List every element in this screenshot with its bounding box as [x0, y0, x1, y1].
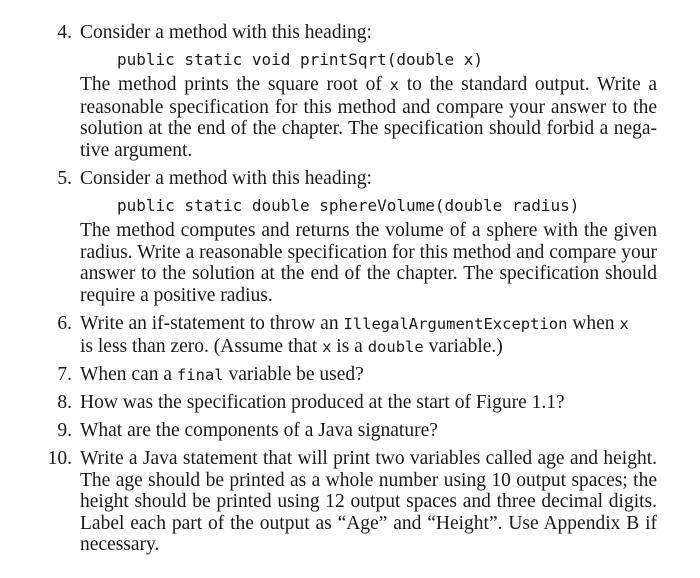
inline-code: x: [389, 76, 399, 94]
body-text: variable.): [423, 335, 503, 357]
exercise-body: [80, 74, 657, 161]
inline-code: x: [322, 337, 332, 356]
method-heading-code: public static double sphereVolume(double radius): [117, 196, 580, 215]
exercise-10: [0, 448, 657, 556]
exercise-intro: Consider a method with this heading:: [80, 22, 372, 43]
exercise-number: 5.: [57, 168, 72, 189]
exercise-list: [0, 22, 700, 562]
exercise-number: 4.: [57, 22, 72, 43]
exercise-text: Write a Java statement that will print two variables called age and height. The age should be printed as a whole number using 10 output spaces; the height should be printed using 12 output spaces and three decimal digits. Label each part of the output as “Age” and “Height”. Use Appendix B if necessary.: [80, 448, 657, 555]
inline-code: double: [367, 337, 424, 356]
exercise-9: [0, 420, 657, 442]
exercise-text: [80, 313, 657, 358]
exercise-intro: Consider a method with this heading:: [80, 168, 372, 189]
body-text: is a: [331, 335, 368, 357]
exercise-7: [0, 364, 657, 386]
exercise-number: 7.: [57, 364, 72, 385]
body-text: is less than zero. (Assume that: [80, 335, 323, 357]
body-text: when: [567, 313, 620, 334]
body-text: to the standard output. Write a reasonable specification for this method and compare your answer to the solution at the end of the chapter. The specification should forbid a nega-tive argument.: [80, 74, 657, 161]
exercise-8: [0, 392, 657, 414]
exercise-number: 10.: [47, 448, 72, 469]
exercise-text: What are the components of a Java signature?: [80, 420, 438, 441]
exercise-body: The method computes and returns the volume of a sphere with the given radius. Write a reasonable specification for this method and compare your answer to the solution at the end of the chapter. The specification should require a positive radius.: [80, 220, 657, 306]
exercise-text: How was the specification produced at the start of Figure 1.1?: [80, 392, 565, 413]
exercise-number: 9.: [57, 420, 72, 441]
body-text: When can a: [80, 364, 177, 385]
exercise-4: [0, 22, 657, 161]
inline-code: final: [176, 366, 224, 384]
body-text: The method prints the square root of: [80, 74, 390, 95]
exercise-number: 8.: [57, 392, 72, 413]
exercise-6: [0, 313, 657, 358]
inline-code: x: [619, 315, 629, 333]
inline-code: IllegalArgumentException: [343, 315, 568, 333]
body-text: Write an if-statement to throw an: [80, 313, 344, 334]
exercise-5: [0, 168, 657, 306]
method-heading-code: public static void printSqrt(double x): [117, 50, 484, 69]
exercise-number: 6.: [57, 313, 72, 334]
exercise-text: [80, 364, 657, 386]
body-text: variable be used?: [223, 364, 364, 385]
